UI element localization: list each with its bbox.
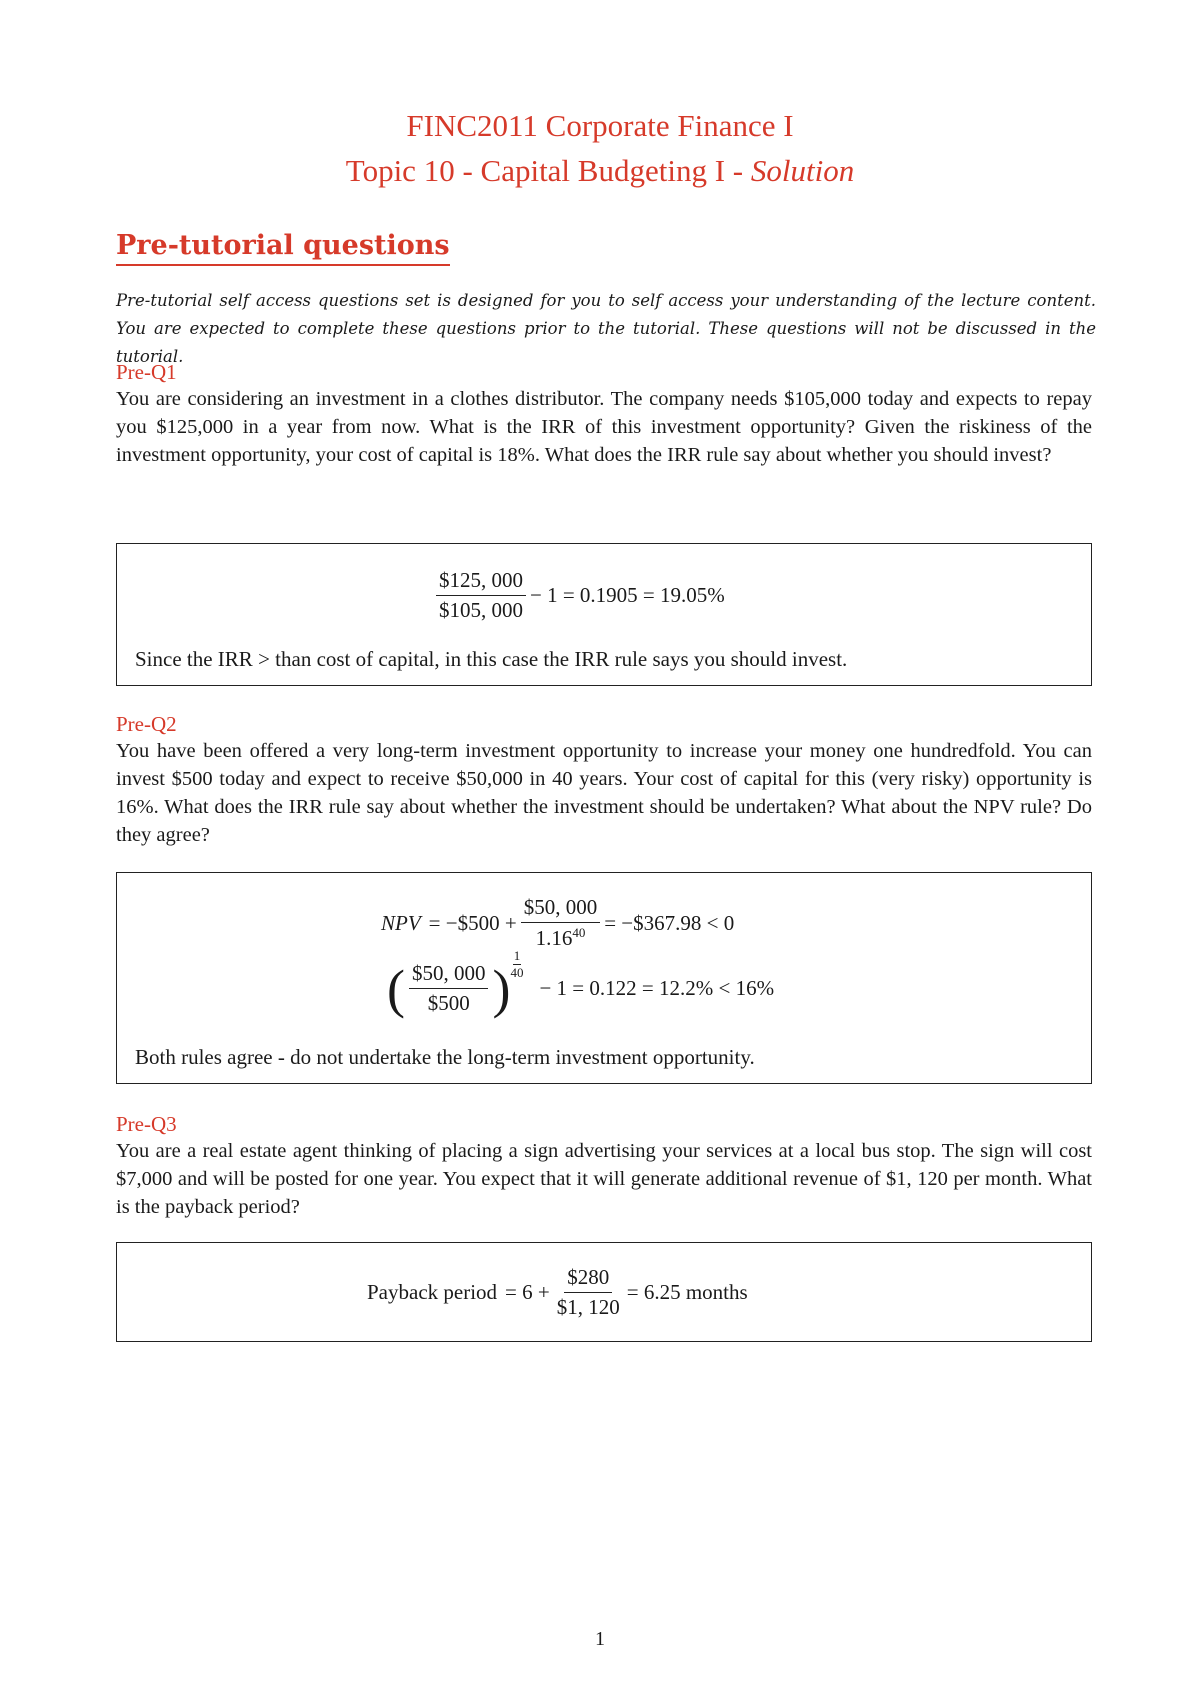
q1-text: You are considering an investment in a clothes distributor. The company needs $105,000 today and expects to repay you $125,000 in a year from now. What is the IRR of this investment opportunity? Given the riskiness of the investment opportunity, your cost of capital is 18%. What does the IRR rule say about whether you should invest?: [116, 388, 1092, 466]
document-title: FINC2011 Corporate Finance I: [406, 108, 794, 143]
q3-label: Pre-Q3: [116, 1112, 177, 1136]
q1-equation-rest: − 1 = 0.1905 = 19.05%: [530, 583, 725, 607]
q2-solution-box: [116, 872, 1092, 1084]
q2-npv-symbol: NPV: [381, 910, 421, 935]
section-heading: Pre-tutorial questions: [116, 230, 450, 266]
q2-equation-npv: [381, 895, 734, 951]
q3-solution-box: [116, 1242, 1092, 1342]
q2-npv-mid: = −$500 +: [428, 910, 517, 935]
document-subtitle: [0, 153, 1200, 189]
q2-irr-fraction: [409, 961, 489, 1016]
q2-exp-num: 1: [513, 948, 521, 963]
q3-rest: = 6.25 months: [626, 1280, 748, 1304]
q1-numerator: $125, 000: [436, 568, 526, 596]
q1-fraction: [436, 568, 526, 623]
left-paren: (: [387, 958, 405, 1019]
q2-label: Pre-Q2: [116, 712, 177, 736]
q3-lhs: Payback period: [367, 1280, 498, 1304]
q2-irr-rest: − 1 = 0.122 = 12.2% < 16%: [539, 976, 775, 1000]
q3-numerator: $280: [564, 1265, 612, 1293]
q3-fraction: [554, 1265, 623, 1320]
q1-label: Pre-Q1: [116, 360, 177, 384]
q2-npv-fraction: [521, 895, 601, 951]
q1-note: Since the IRR > than cost of capital, in this case the IRR rule says you should invest.: [135, 647, 848, 671]
q2-irr-numerator: $50, 000: [409, 961, 489, 989]
q2-irr-exponent: [510, 948, 523, 981]
q2-exp-den: 40: [510, 965, 524, 980]
q1-denominator: $105, 000: [439, 598, 523, 622]
section-intro: Pre-tutorial self access questions set is designed for you to self access your understanding of the lecture content. You are expected to complete these questions prior to the tutorial. These questions will not be discussed in the tutorial.: [116, 291, 1096, 366]
q3-text: You are a real estate agent thinking of placing a sign advertising your services at a local bus stop. The sign will cost $7,000 and will be posted for one year. You expect that it will generate additional revenue of $1, 120 per month. What is the payback period?: [116, 1140, 1092, 1218]
subtitle-prefix: Topic 10 - Capital Budgeting I -: [345, 153, 751, 188]
q2-npv-den-base: 1.16: [535, 926, 573, 950]
q3-denominator: $1, 120: [556, 1295, 620, 1319]
q1-solution-box: [116, 543, 1092, 686]
q2-npv-rest: = −$367.98 < 0: [604, 910, 735, 935]
q2-npv-denominator: [533, 923, 589, 951]
q3-equation: [367, 1265, 748, 1320]
right-paren: ): [492, 958, 511, 1019]
q2-npv-den-exp: 40: [572, 925, 586, 940]
q2-npv-numerator: $50, 000: [521, 895, 601, 923]
q2-irr-denominator: $500: [427, 991, 470, 1015]
q2-equation-irr: [387, 948, 775, 1019]
subtitle-italic: Solution: [750, 153, 855, 188]
q1-equation: [432, 568, 725, 623]
q2-note: Both rules agree - do not undertake the long-term investment opportunity.: [135, 1045, 755, 1069]
q3-mid: = 6 +: [505, 1280, 550, 1304]
page-number: 1: [595, 1628, 605, 1650]
q2-text: You have been offered a very long-term investment opportunity to increase your money one hundredfold. You can invest $500 today and expect to receive $50,000 in 40 years. Your cost of capital for this (very risky) opportunity is 16%. What does the IRR rule say about whether the investment should be undertaken? What about the NPV rule? Do they agree?: [116, 740, 1092, 846]
